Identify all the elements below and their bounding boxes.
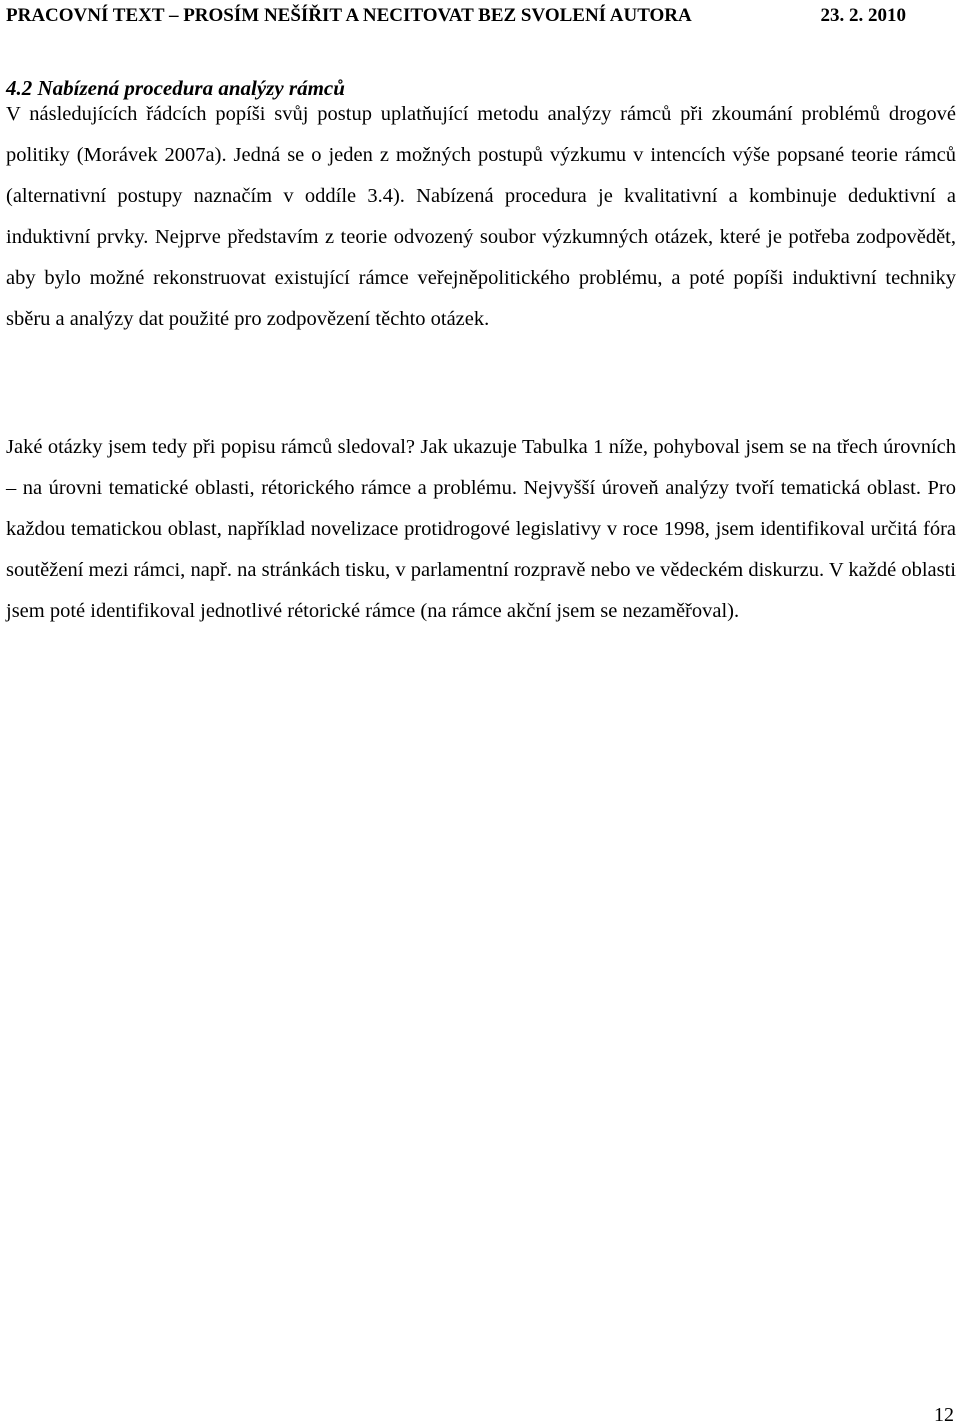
header-notice: PRACOVNÍ TEXT – PROSÍM NEŠÍŘIT A NECITOVAT BEZ SVOLENÍ AUTORA — [6, 5, 692, 26]
paragraph-1: V následujících řádcích popíši svůj postup uplatňující metodu analýzy rámců při zkoumání problémů drogové politiky (Morávek 2007a). Jedná se o jeden z možných postupů výzkumu v intencích výše popsané teorie rámců (alternativní postupy naznačím v oddíle 3.4). Nabízená procedura je kvalitativní a kombinuje deduktivní a induktivní prvky. Nejprve představím z teorie odvozený soubor výzkumných otázek, které je potřeba zodpovědět, aby bylo možné rekonstruovat existující rámce veřejněpolitického problému, a poté popíši induktivní techniky sběru a analýzy dat použité pro zodpovězení těchto otázek. — [6, 103, 956, 330]
page-number: 12 — [934, 1404, 954, 1426]
paragraph-2: Jaké otázky jsem tedy při popisu rámců sledoval? Jak ukazuje Tabulka 1 níže, pohyboval jsem se na třech úrovních – na úrovni tematické oblasti, rétorického rámce a problému. Nejvyšší úroveň analýzy tvoří tematická oblast. Pro každou tematickou oblast, například novelizace protidrogové legislativy v roce 1998, jsem identifikoval určitá fóra soutěžení mezi rámci, např. na stránkách tisku, v parlamentní rozpravě nebo ve vědeckém diskurzu. V každé oblasti jsem poté identifikoval jednotlivé rétorické rámce (na rámce akční jsem se nezaměřoval). — [6, 436, 956, 622]
header-date: 23. 2. 2010 — [820, 5, 906, 26]
running-header — [6, 4, 906, 28]
section-heading: 4.2 Nabízená procedura analýzy rámců — [6, 76, 345, 100]
